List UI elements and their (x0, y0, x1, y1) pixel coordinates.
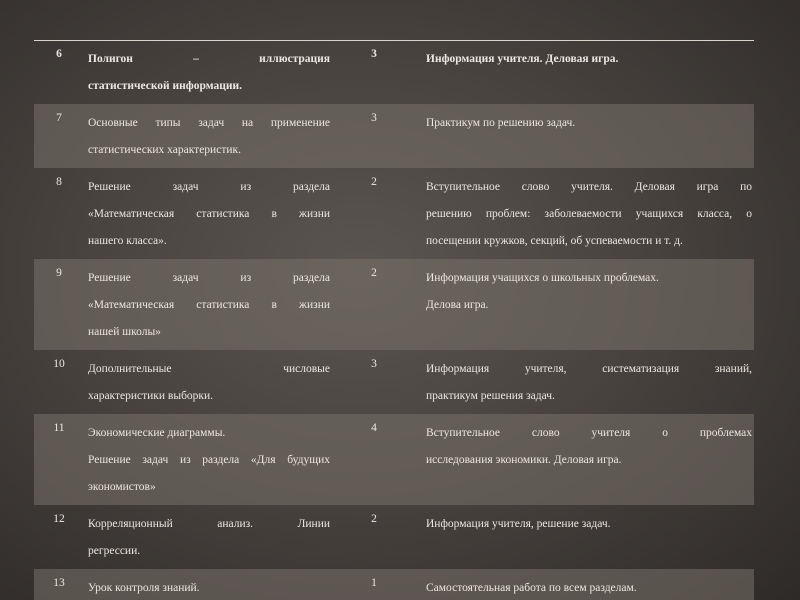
lesson-topic-line: Основные типы задач на применение (88, 117, 330, 129)
lesson-hours: 3 (334, 104, 414, 168)
lesson-number: 9 (34, 259, 84, 350)
lesson-hours: 2 (334, 259, 414, 350)
lesson-form (414, 414, 754, 505)
lesson-topic-line: Полигон – иллюстрация (88, 53, 330, 65)
lesson-form-line: практикум решения задач. (426, 390, 555, 402)
lesson-hours: 2 (371, 176, 377, 188)
lesson-number: 13 (34, 569, 84, 600)
table-row (34, 104, 754, 168)
lesson-form-line: Самостоятельная работа по всем разделам. (426, 582, 637, 594)
lesson-topic (84, 259, 334, 350)
lesson-form-line: Делова игра. (426, 299, 489, 311)
lesson-form-line: Практикум по решению задач. (426, 117, 576, 129)
lesson-form-line: посещении кружков, секций, об успеваемости и т. д. (426, 235, 683, 247)
lesson-form (414, 40, 754, 104)
lesson-form (414, 505, 754, 569)
lesson-topic (84, 414, 334, 505)
lesson-form-line: Информация учителя. Деловая игра. (426, 53, 619, 65)
lesson-form-line: решению проблем: заболеваемости учащихся класса, о (426, 208, 752, 220)
lesson-topic (84, 505, 334, 569)
lesson-topic-line: нашего класса». (88, 235, 167, 247)
lesson-topic (84, 350, 334, 414)
lesson-form-line: Информация учителя, систематизация знаний, (426, 363, 752, 375)
lesson-hours: 4 (334, 414, 414, 505)
lesson-topic-line: Решение задач из раздела (88, 272, 330, 284)
lesson-topic-line: Урок контроля знаний. (88, 582, 200, 594)
lesson-form-line: исследования экономики. Деловая игра. (426, 454, 622, 466)
lesson-form-line: Информация учителя, решение задач. (426, 518, 611, 530)
lesson-topic-line: Решение задач из раздела (88, 181, 330, 193)
lesson-number: 10 (53, 358, 65, 370)
lesson-topic (84, 40, 334, 104)
lesson-hours: 3 (371, 48, 377, 60)
lesson-topic-line: характеристики выборки. (88, 390, 214, 402)
lesson-form-line: Вступительное слово учителя. Деловая игра по (426, 181, 752, 193)
lesson-plan-table-wrapper (34, 40, 754, 600)
lesson-plan-table (34, 40, 754, 600)
lesson-topic-line: статистических характеристик. (88, 144, 241, 156)
table-row (34, 350, 754, 414)
lesson-topic-line: Экономические диаграммы. (88, 427, 226, 439)
lesson-topic-line: Корреляционный анализ. Линии (88, 518, 330, 530)
lesson-topic-line: нашей школы» (88, 326, 161, 338)
lesson-form (414, 569, 754, 600)
lesson-form (414, 104, 754, 168)
lesson-topic (84, 104, 334, 168)
lesson-form (414, 168, 754, 259)
table-top-border (34, 40, 754, 41)
lesson-number: 11 (34, 414, 84, 505)
lesson-topic-line: экономистов» (88, 481, 156, 493)
lesson-number: 6 (56, 48, 62, 60)
lesson-topic (84, 569, 334, 600)
lesson-number: 8 (56, 176, 62, 188)
table-row (34, 505, 754, 569)
lesson-topic-line: регрессии. (88, 545, 141, 557)
lesson-hours: 2 (371, 513, 377, 525)
lesson-number: 12 (53, 513, 65, 525)
lesson-topic-line: «Математическая статистика в жизни (88, 208, 330, 220)
lesson-hours: 1 (334, 569, 414, 600)
lesson-hours: 3 (371, 358, 377, 370)
table-row (34, 259, 754, 350)
lesson-number: 7 (34, 104, 84, 168)
lesson-form-line: Информация учащихся о школьных проблемах. (426, 272, 659, 284)
table-row (34, 40, 754, 104)
lesson-topic-line: «Математическая статистика в жизни (88, 299, 330, 311)
lesson-topic (84, 168, 334, 259)
lesson-form-line: Вступительное слово учителя о проблемах (426, 427, 752, 439)
table-row (34, 414, 754, 505)
lesson-topic-line: статистической информации. (88, 80, 242, 92)
lesson-topic-line: Решение задач из раздела «Для будущих (88, 454, 330, 466)
table-row (34, 168, 754, 259)
lesson-form (414, 259, 754, 350)
lesson-plan-table-body (34, 40, 754, 600)
table-row (34, 569, 754, 600)
lesson-topic-line: Дополнительные числовые (88, 363, 330, 375)
lesson-form (414, 350, 754, 414)
